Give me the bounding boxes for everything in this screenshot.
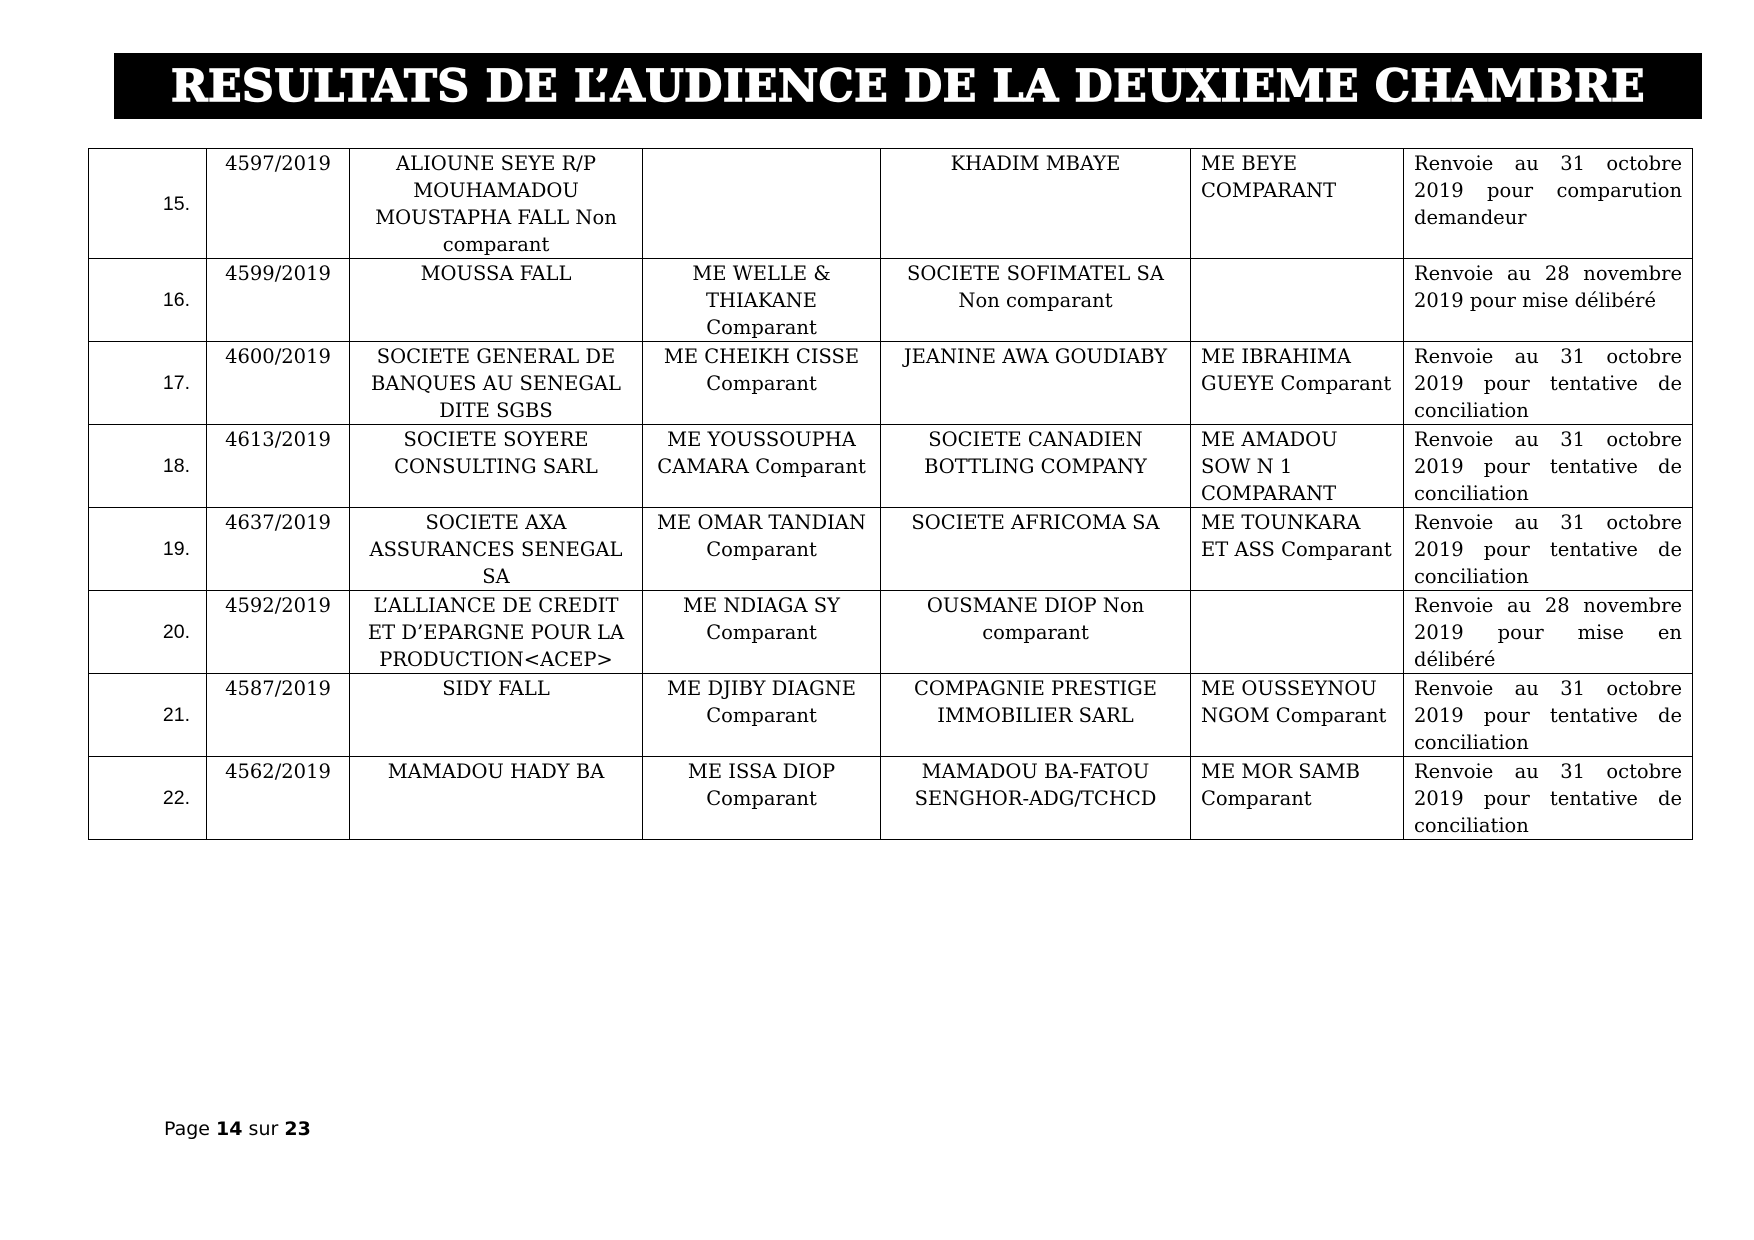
plaintiff: SIDY FALL	[350, 674, 643, 757]
defendant-lawyer	[1191, 591, 1404, 674]
plaintiff: L’ALLIANCE DE CREDIT ET D’EPARGNE POUR LA PRODUCTION<ACEP>	[350, 591, 643, 674]
plaintiff: MOUSSA FALL	[350, 259, 643, 342]
defendant-lawyer: ME OUSSEYNOU NGOM Comparant	[1191, 674, 1404, 757]
plaintiff: SOCIETE SOYERE CONSULTING SARL	[350, 425, 643, 508]
row-number: 20.	[89, 591, 207, 674]
hearing-result: Renvoie au 31 octobre 2019 pour tentative de conciliation	[1404, 674, 1693, 757]
defendant: OUSMANE DIOP Non comparant	[881, 591, 1191, 674]
table-row	[89, 674, 1693, 757]
plaintiff: MAMADOU HADY BA	[350, 757, 643, 840]
plaintiff-lawyer: ME ISSA DIOP Comparant	[643, 757, 881, 840]
row-number: 19.	[89, 508, 207, 591]
hearing-result: Renvoie au 31 octobre 2019 pour tentative de conciliation	[1404, 342, 1693, 425]
defendant-lawyer: ME IBRAHIMA GUEYE Comparant	[1191, 342, 1404, 425]
title-banner	[114, 53, 1702, 119]
defendant: SOCIETE AFRICOMA SA	[881, 508, 1191, 591]
plaintiff-lawyer: ME OMAR TANDIAN Comparant	[643, 508, 881, 591]
hearing-result: Renvoie au 31 octobre 2019 pour comparution demandeur	[1404, 149, 1693, 259]
page-word: Page	[164, 1118, 210, 1140]
defendant: SOCIETE CANADIEN BOTTLING COMPANY	[881, 425, 1191, 508]
plaintiff-lawyer: ME CHEIKH CISSE Comparant	[643, 342, 881, 425]
table-row	[89, 425, 1693, 508]
defendant: JEANINE AWA GOUDIABY	[881, 342, 1191, 425]
defendant-lawyer: ME AMADOU SOW N 1 COMPARANT	[1191, 425, 1404, 508]
defendant-lawyer	[1191, 259, 1404, 342]
case-number: 4637/2019	[207, 508, 350, 591]
case-number: 4599/2019	[207, 259, 350, 342]
table-row	[89, 259, 1693, 342]
row-number: 21.	[89, 674, 207, 757]
row-number: 15.	[89, 149, 207, 259]
row-number: 17.	[89, 342, 207, 425]
table-row	[89, 508, 1693, 591]
page-footer	[164, 1118, 311, 1140]
page-title: RESULTATS DE L’AUDIENCE DE LA DEUXIEME CHAMBRE	[170, 60, 1646, 112]
defendant: SOCIETE SOFIMATEL SA Non comparant	[881, 259, 1191, 342]
table-row	[89, 591, 1693, 674]
case-number: 4600/2019	[207, 342, 350, 425]
case-number: 4587/2019	[207, 674, 350, 757]
defendant: MAMADOU BA-FATOU SENGHOR-ADG/TCHCD	[881, 757, 1191, 840]
defendant: COMPAGNIE PRESTIGE IMMOBILIER SARL	[881, 674, 1191, 757]
plaintiff-lawyer	[643, 149, 881, 259]
plaintiff: ALIOUNE SEYE R/P MOUHAMADOU MOUSTAPHA FALL Non comparant	[350, 149, 643, 259]
row-number: 16.	[89, 259, 207, 342]
plaintiff-lawyer: ME YOUSSOUPHA CAMARA Comparant	[643, 425, 881, 508]
plaintiff-lawyer: ME DJIBY DIAGNE Comparant	[643, 674, 881, 757]
hearing-result: Renvoie au 28 novembre 2019 pour mise en délibéré	[1404, 591, 1693, 674]
of-word: sur	[248, 1118, 279, 1140]
row-number: 18.	[89, 425, 207, 508]
plaintiff-lawyer: ME NDIAGA SY Comparant	[643, 591, 881, 674]
defendant-lawyer: ME MOR SAMB Comparant	[1191, 757, 1404, 840]
defendant: KHADIM MBAYE	[881, 149, 1191, 259]
hearing-result: Renvoie au 31 octobre 2019 pour tentative de conciliation	[1404, 757, 1693, 840]
hearing-result: Renvoie au 31 octobre 2019 pour tentative de conciliation	[1404, 508, 1693, 591]
row-number: 22.	[89, 757, 207, 840]
results-table	[88, 148, 1693, 840]
case-number: 4562/2019	[207, 757, 350, 840]
table-row	[89, 342, 1693, 425]
page-current: 14	[216, 1118, 243, 1140]
defendant-lawyer: ME BEYE COMPARANT	[1191, 149, 1404, 259]
table-row	[89, 149, 1693, 259]
page-total: 23	[284, 1118, 311, 1140]
table-row	[89, 757, 1693, 840]
plaintiff: SOCIETE GENERAL DE BANQUES AU SENEGAL DITE SGBS	[350, 342, 643, 425]
plaintiff-lawyer: ME WELLE & THIAKANE Comparant	[643, 259, 881, 342]
defendant-lawyer: ME TOUNKARA ET ASS Comparant	[1191, 508, 1404, 591]
plaintiff: SOCIETE AXA ASSURANCES SENEGAL SA	[350, 508, 643, 591]
case-number: 4597/2019	[207, 149, 350, 259]
hearing-result: Renvoie au 31 octobre 2019 pour tentative de conciliation	[1404, 425, 1693, 508]
case-number: 4613/2019	[207, 425, 350, 508]
case-number: 4592/2019	[207, 591, 350, 674]
hearing-result: Renvoie au 28 novembre 2019 pour mise délibéré	[1404, 259, 1693, 342]
